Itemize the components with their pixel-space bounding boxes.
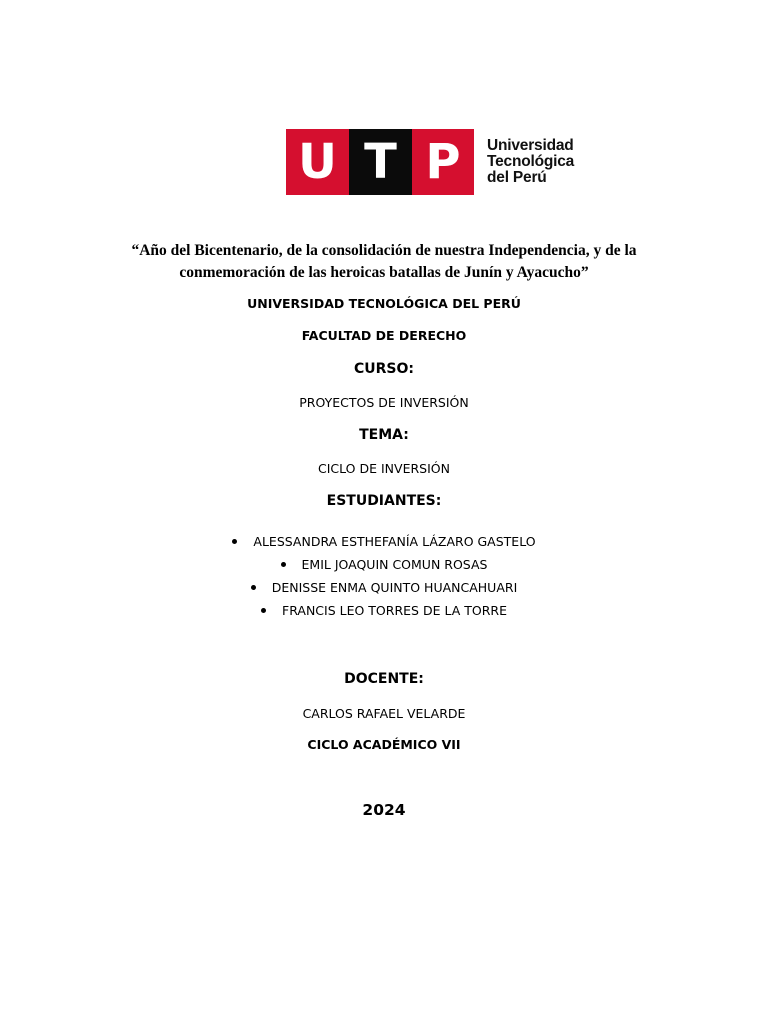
students-label: ESTUDIANTES:: [326, 493, 442, 509]
topic-label: TEMA:: [359, 427, 409, 443]
logo-letter-p: P: [412, 129, 474, 195]
student-name: ALESSANDRA ESTHEFANÍA LÁZARO GASTELO: [253, 534, 536, 549]
university-name: UNIVERSIDAD TECNOLÓGICA DEL PERÚ: [247, 296, 521, 311]
motto-line-1: “Año del Bicentenario, de la consolidación de nuestra Independencia, y de la: [131, 242, 637, 259]
utp-logo: [286, 129, 586, 195]
list-item: [0, 556, 768, 579]
list-item: [0, 602, 768, 625]
bullet-icon: [281, 562, 286, 567]
student-name: EMIL JOAQUIN COMUN ROSAS: [301, 557, 488, 572]
topic-value: CICLO DE INVERSIÓN: [318, 461, 450, 476]
teacher-label: DOCENTE:: [344, 671, 424, 687]
logo-letter-u: U: [286, 129, 349, 195]
course-label: CURSO:: [353, 361, 414, 377]
logo-name-line-2: Tecnológica: [487, 153, 575, 170]
bullet-icon: [261, 608, 266, 613]
year: 2024: [362, 801, 406, 819]
faculty-name: FACULTAD DE DERECHO: [301, 328, 467, 343]
course-value: PROYECTOS DE INVERSIÓN: [299, 395, 469, 410]
teacher-value: CARLOS RAFAEL VELARDE: [302, 706, 466, 721]
logo-name-line-1: Universidad: [487, 137, 574, 154]
academic-cycle: CICLO ACADÉMICO VII: [307, 737, 461, 752]
students-list: [0, 533, 768, 625]
student-name: DENISSE ENMA QUINTO HUANCAHUARI: [271, 580, 518, 595]
list-item: [0, 579, 768, 602]
student-name: FRANCIS LEO TORRES DE LA TORRE: [282, 603, 507, 618]
list-item: [0, 533, 768, 556]
motto-line-2: conmemoración de las heroicas batallas de Junín y Ayacucho”: [179, 264, 589, 281]
bullet-icon: [251, 585, 256, 590]
logo-letter-t: T: [349, 129, 412, 195]
logo-university-name: [487, 138, 574, 186]
bullet-icon: [232, 539, 237, 544]
logo-name-line-3: del Perú: [487, 169, 547, 186]
